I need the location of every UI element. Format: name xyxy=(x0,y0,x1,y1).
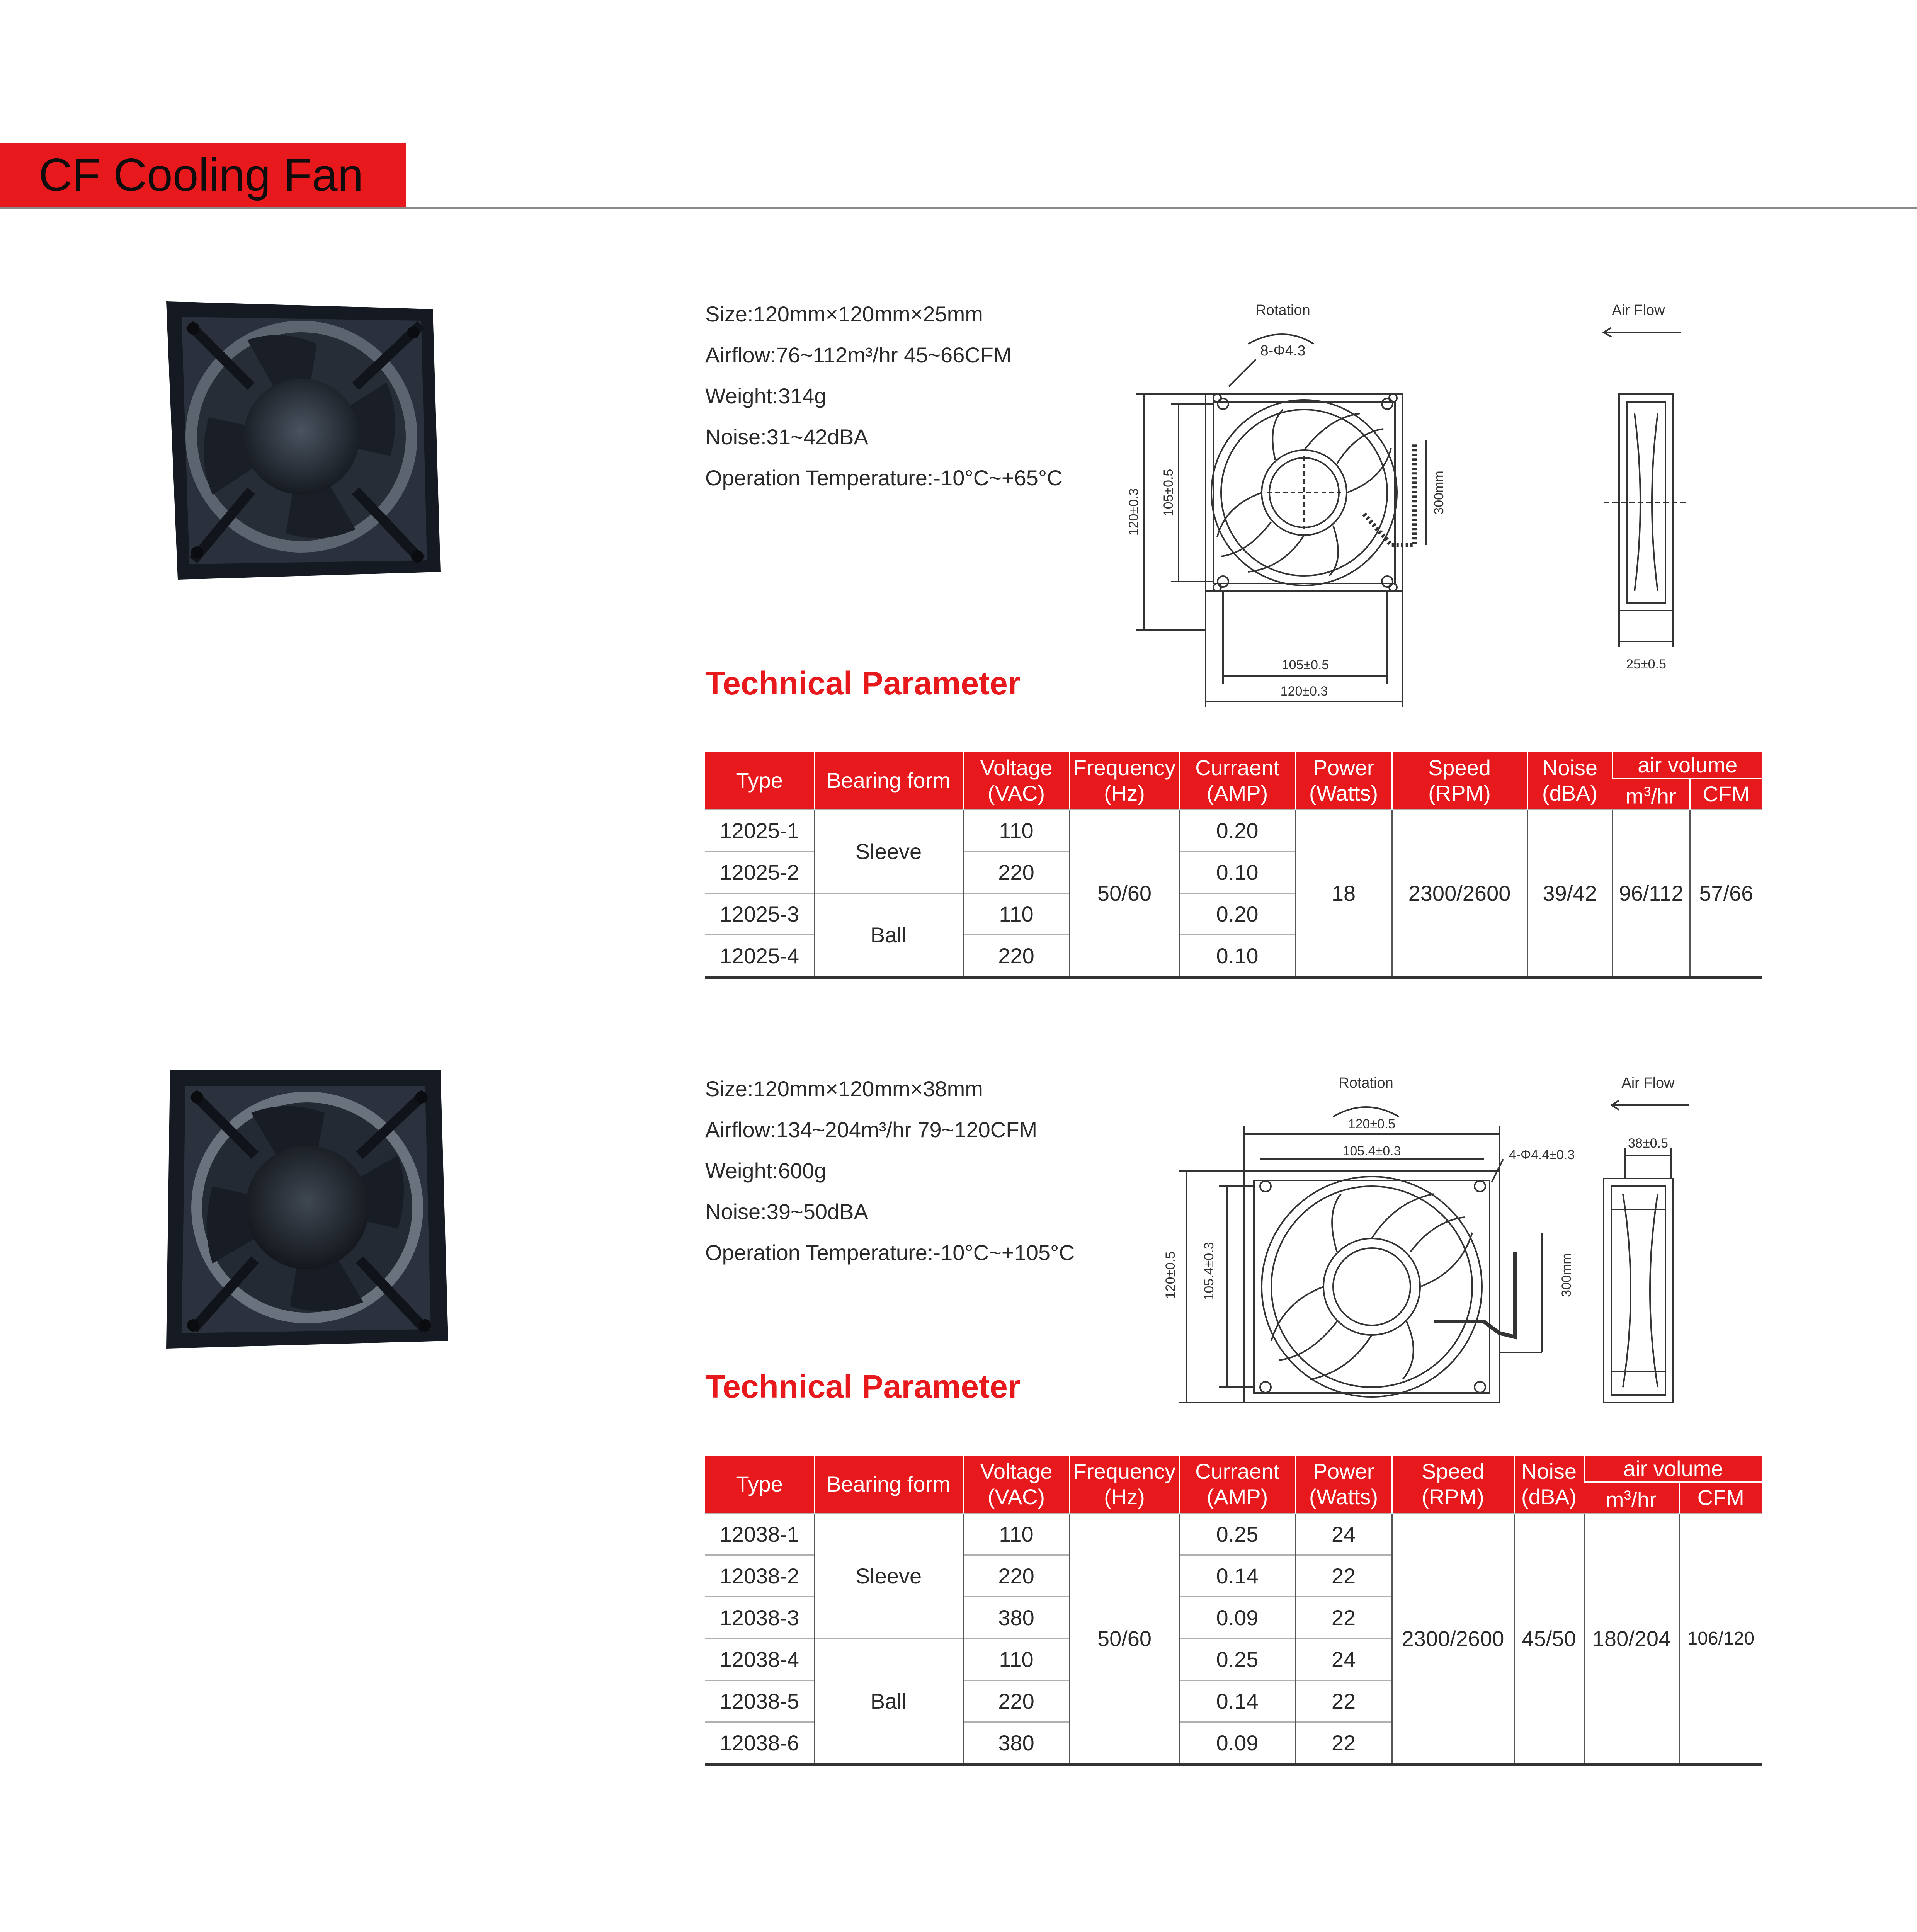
cfm-cell: 57/66 xyxy=(1690,810,1762,977)
fan2-dim-120-vertical: 120±0.5 xyxy=(1163,1251,1178,1299)
cfm-cell: 106/120 xyxy=(1679,1513,1762,1764)
frequency-cell: 50/60 xyxy=(1070,1513,1179,1764)
table-row-type: 12038-5 xyxy=(705,1680,814,1722)
fan1-section-title: Technical Parameter xyxy=(705,665,1021,701)
power-cell: 22 xyxy=(1295,1555,1392,1597)
fan1-specs xyxy=(705,294,1063,498)
fan2-depth: 38±0.5 xyxy=(1628,1136,1668,1151)
bearing-sleeve: Sleeve xyxy=(814,810,963,893)
fan1-parameter-table xyxy=(705,752,1762,979)
fan2-parameter-table xyxy=(705,1456,1762,1766)
fan2-airflow-label: Air Flow xyxy=(1621,1075,1675,1091)
current-cell: 0.20 xyxy=(1179,893,1295,935)
col-cfm: CFM xyxy=(1679,1482,1762,1514)
voltage-cell: 380 xyxy=(963,1597,1070,1638)
fan1-temperature: Operation Temperature:-10°C~+65°C xyxy=(705,466,1063,490)
voltage-cell: 110 xyxy=(963,893,1070,935)
current-cell: 0.25 xyxy=(1179,1513,1295,1555)
col-speed: Speed (RPM) xyxy=(1392,1456,1514,1513)
col-m3hr: $m^3/hr$ xyxy=(1613,779,1690,810)
page-title: CF Cooling Fan xyxy=(0,143,406,207)
fan2-specs xyxy=(705,1068,1075,1273)
noise-cell: 45/50 xyxy=(1514,1513,1584,1764)
m3hr-cell: 180/204 xyxy=(1584,1513,1679,1764)
col-bearing: Bearing form xyxy=(814,1456,963,1513)
current-cell: 0.09 xyxy=(1179,1597,1295,1638)
bearing-ball: Ball xyxy=(814,1638,963,1764)
fan1-dimension-drawing xyxy=(1121,298,1700,707)
table-row-type: 12038-3 xyxy=(705,1597,814,1638)
bearing-ball: Ball xyxy=(814,893,963,977)
fan2-section-title: Technical Parameter xyxy=(705,1368,1021,1405)
col-power: Power (Watts) xyxy=(1295,752,1392,810)
power-cell: 22 xyxy=(1295,1597,1392,1638)
fan2-temperature: Operation Temperature:-10°C~+105°C xyxy=(705,1240,1075,1265)
table-row-type: 12025-2 xyxy=(705,851,814,893)
voltage-cell: 220 xyxy=(963,935,1070,977)
col-current: Curraent (AMP) xyxy=(1179,1456,1295,1513)
col-air-volume: air volume xyxy=(1613,752,1762,779)
fan-photo-12025 xyxy=(155,294,448,583)
speed-cell: 2300/2600 xyxy=(1392,1513,1514,1764)
voltage-cell: 110 xyxy=(963,1638,1070,1680)
fan1-noise: Noise:31~42dBA xyxy=(705,425,868,449)
col-frequency: Frequency (Hz) xyxy=(1070,752,1179,810)
noise-cell: 39/42 xyxy=(1527,810,1613,977)
current-cell: 0.20 xyxy=(1179,810,1295,851)
fan1-airflow-label: Air Flow xyxy=(1612,302,1665,318)
fan1-airflow: Airflow:76~112m³/hr 45~66CFM xyxy=(705,343,1012,367)
voltage-cell: 380 xyxy=(963,1722,1070,1764)
col-air-volume: air volume xyxy=(1584,1456,1762,1482)
fan2-weight: Weight:600g xyxy=(705,1158,827,1183)
fan2-rotation-label: Rotation xyxy=(1339,1075,1393,1091)
col-type: Type xyxy=(705,752,814,810)
power-cell: 22 xyxy=(1295,1680,1392,1722)
fan1-depth: 25±0.5 xyxy=(1626,657,1666,672)
fan1-dim-120-vertical: 120±0.3 xyxy=(1126,488,1141,536)
col-noise: Noise (dBA) xyxy=(1514,1456,1584,1513)
voltage-cell: 110 xyxy=(963,810,1070,851)
table-row-type: 12038-4 xyxy=(705,1638,814,1680)
fan2-airflow: Airflow:134~204m³/hr 79~120CFM xyxy=(705,1117,1038,1142)
col-frequency: Frequency (Hz) xyxy=(1070,1456,1179,1513)
fan2-cable-length: 300mm xyxy=(1559,1253,1574,1297)
table-row-type: 12025-1 xyxy=(705,810,814,851)
fan1-size: Size:120mm×120mm×25mm xyxy=(705,302,983,326)
col-voltage: Voltage (VAC) xyxy=(963,1456,1070,1513)
col-voltage: Voltage (VAC) xyxy=(963,752,1070,810)
col-current: Curraent (AMP) xyxy=(1179,752,1295,810)
col-cfm: CFM xyxy=(1690,779,1762,810)
current-cell: 0.09 xyxy=(1179,1722,1295,1764)
current-cell: 0.10 xyxy=(1179,935,1295,977)
fan2-dim-105-horizontal: 105.4±0.3 xyxy=(1342,1144,1401,1158)
fan2-size: Size:120mm×120mm×38mm xyxy=(705,1077,983,1101)
fan2-dim-105-vertical: 105.4±0.3 xyxy=(1202,1242,1216,1301)
col-m3hr: $m^3/hr$ xyxy=(1584,1482,1679,1514)
power-cell: 18 xyxy=(1295,810,1392,977)
current-cell: 0.10 xyxy=(1179,851,1295,893)
fan1-cable-length: 300mm xyxy=(1432,471,1446,515)
voltage-cell: 220 xyxy=(963,1555,1070,1597)
col-bearing: Bearing form xyxy=(814,752,963,810)
fan1-rotation-label: Rotation xyxy=(1255,302,1310,318)
voltage-cell: 220 xyxy=(963,851,1070,893)
frequency-cell: 50/60 xyxy=(1070,810,1179,977)
speed-cell: 2300/2600 xyxy=(1392,810,1527,977)
current-cell: 0.14 xyxy=(1179,1680,1295,1722)
table-row-type: 12038-1 xyxy=(705,1513,814,1555)
col-power: Power (Watts) xyxy=(1295,1456,1392,1513)
fan2-dim-120-horizontal: 120±0.5 xyxy=(1348,1117,1396,1131)
fan2-noise: Noise:39~50dBA xyxy=(705,1199,868,1224)
voltage-cell: 110 xyxy=(963,1513,1070,1555)
voltage-cell: 220 xyxy=(963,1680,1070,1722)
table-row-type: 12025-4 xyxy=(705,935,814,977)
fan1-dim-105-vertical: 105±0.5 xyxy=(1161,469,1176,517)
fan1-dim-120-horizontal: 120±0.3 xyxy=(1280,684,1328,699)
fan2-dimension-drawing xyxy=(1155,1070,1696,1410)
fan1-weight: Weight:314g xyxy=(705,384,827,408)
power-cell: 24 xyxy=(1295,1638,1392,1680)
table-row-type: 12038-6 xyxy=(705,1722,814,1764)
fan1-dim-105-horizontal: 105±0.5 xyxy=(1281,658,1329,672)
bearing-sleeve: Sleeve xyxy=(814,1513,963,1638)
fan1-holes-label: 8-Φ4.3 xyxy=(1260,343,1306,359)
fan2-holes-label: 4-Φ4.4±0.3 xyxy=(1509,1148,1575,1162)
current-cell: 0.14 xyxy=(1179,1555,1295,1597)
m3hr-cell: 96/112 xyxy=(1613,810,1690,977)
col-noise: Noise (dBA) xyxy=(1527,752,1613,810)
col-speed: Speed (RPM) xyxy=(1392,752,1527,810)
title-divider xyxy=(0,207,1917,209)
col-type: Type xyxy=(705,1456,814,1513)
power-cell: 24 xyxy=(1295,1513,1392,1555)
current-cell: 0.25 xyxy=(1179,1638,1295,1680)
fan-photo-12038 xyxy=(155,1063,456,1356)
table-row-type: 12038-2 xyxy=(705,1555,814,1597)
power-cell: 22 xyxy=(1295,1722,1392,1764)
table-row-type: 12025-3 xyxy=(705,893,814,935)
